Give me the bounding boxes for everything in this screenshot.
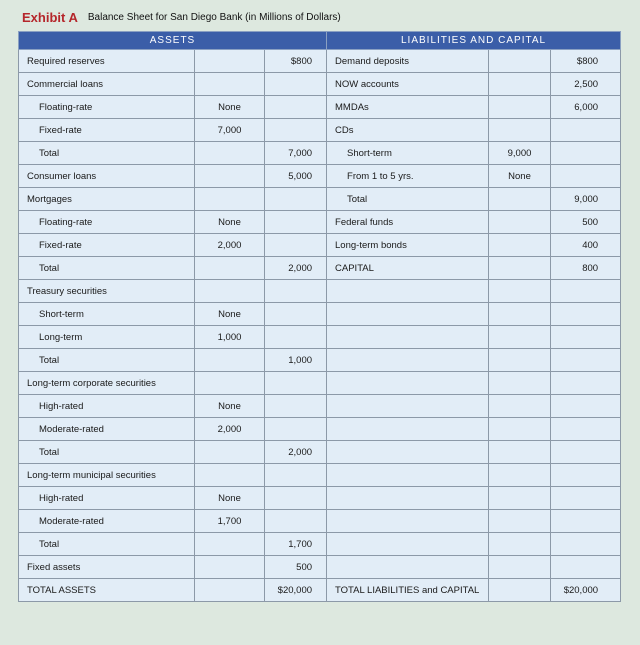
asset-amount — [265, 119, 327, 142]
asset-amount: 7,000 — [265, 142, 327, 165]
liability-label: Demand deposits — [327, 50, 489, 73]
liability-label: Federal funds — [327, 211, 489, 234]
liability-label — [327, 533, 489, 556]
asset-label: Short-term — [19, 303, 195, 326]
liability-detail-value — [489, 372, 551, 395]
asset-label: Total — [19, 533, 195, 556]
liability-amount — [551, 441, 621, 464]
asset-amount — [265, 395, 327, 418]
asset-amount — [265, 510, 327, 533]
liability-label — [327, 556, 489, 579]
liability-amount — [551, 556, 621, 579]
liability-detail-value — [489, 50, 551, 73]
liability-label — [327, 487, 489, 510]
table-row — [19, 73, 621, 96]
asset-amount — [265, 418, 327, 441]
liability-label — [327, 280, 489, 303]
liability-detail-value — [489, 211, 551, 234]
balance-sheet — [18, 31, 620, 602]
liability-amount: $800 — [551, 50, 621, 73]
asset-amount: 2,000 — [265, 441, 327, 464]
liability-detail-value — [489, 556, 551, 579]
exhibit-header — [22, 9, 341, 25]
liability-amount — [551, 142, 621, 165]
column-header-row — [19, 32, 621, 50]
asset-detail-value — [195, 556, 265, 579]
liability-label: CAPITAL — [327, 257, 489, 280]
table-row — [19, 556, 621, 579]
asset-amount — [265, 96, 327, 119]
asset-detail-value — [195, 280, 265, 303]
liability-amount — [551, 280, 621, 303]
asset-detail-value: 2,000 — [195, 234, 265, 257]
table-row — [19, 50, 621, 73]
asset-label: Floating-rate — [19, 96, 195, 119]
asset-label: Mortgages — [19, 188, 195, 211]
asset-label: Long-term — [19, 326, 195, 349]
table-row — [19, 96, 621, 119]
liability-label: TOTAL LIABILITIES and CAPITAL — [327, 579, 489, 602]
liability-amount — [551, 349, 621, 372]
liability-amount — [551, 395, 621, 418]
liabilities-header: LIABILITIES AND CAPITAL — [327, 32, 621, 50]
table-row — [19, 119, 621, 142]
table-row — [19, 418, 621, 441]
asset-detail-value — [195, 73, 265, 96]
liability-label — [327, 303, 489, 326]
liability-label: Long-term bonds — [327, 234, 489, 257]
asset-label: Consumer loans — [19, 165, 195, 188]
liability-detail-value — [489, 418, 551, 441]
liability-detail-value — [489, 234, 551, 257]
liability-amount — [551, 533, 621, 556]
liability-detail-value — [489, 487, 551, 510]
asset-label: Commercial loans — [19, 73, 195, 96]
table-row — [19, 372, 621, 395]
asset-label: Total — [19, 441, 195, 464]
liability-amount — [551, 418, 621, 441]
liability-amount: 2,500 — [551, 73, 621, 96]
asset-amount: 500 — [265, 556, 327, 579]
liability-detail-value — [489, 257, 551, 280]
liability-amount: 400 — [551, 234, 621, 257]
table-row — [19, 464, 621, 487]
liability-detail-value — [489, 579, 551, 602]
asset-label: Floating-rate — [19, 211, 195, 234]
assets-header: ASSETS — [19, 32, 327, 50]
asset-label: Moderate-rated — [19, 418, 195, 441]
table-row — [19, 395, 621, 418]
asset-detail-value: 1,700 — [195, 510, 265, 533]
table-row — [19, 349, 621, 372]
table-row — [19, 142, 621, 165]
liability-label — [327, 441, 489, 464]
table-row — [19, 510, 621, 533]
liability-amount — [551, 372, 621, 395]
asset-detail-value: None — [195, 303, 265, 326]
asset-detail-value — [195, 50, 265, 73]
asset-label: Moderate-rated — [19, 510, 195, 533]
liability-amount: 800 — [551, 257, 621, 280]
liability-amount — [551, 119, 621, 142]
liability-detail-value — [489, 395, 551, 418]
asset-label: Treasury securities — [19, 280, 195, 303]
liability-label — [327, 349, 489, 372]
liability-amount — [551, 326, 621, 349]
asset-label: High-rated — [19, 395, 195, 418]
table-row — [19, 579, 621, 602]
asset-amount — [265, 188, 327, 211]
asset-detail-value — [195, 188, 265, 211]
asset-amount — [265, 372, 327, 395]
asset-label: Total — [19, 349, 195, 372]
liability-label — [327, 395, 489, 418]
asset-label: Required reserves — [19, 50, 195, 73]
liability-detail-value: 9,000 — [489, 142, 551, 165]
asset-detail-value — [195, 533, 265, 556]
table-row — [19, 188, 621, 211]
asset-detail-value — [195, 142, 265, 165]
liability-label: Total — [327, 188, 489, 211]
asset-amount — [265, 303, 327, 326]
liability-amount: 9,000 — [551, 188, 621, 211]
asset-amount — [265, 280, 327, 303]
asset-label: Total — [19, 257, 195, 280]
balance-sheet-body — [19, 50, 621, 602]
asset-detail-value: None — [195, 487, 265, 510]
asset-label: Fixed-rate — [19, 119, 195, 142]
asset-detail-value — [195, 257, 265, 280]
liability-amount: 500 — [551, 211, 621, 234]
asset-detail-value — [195, 441, 265, 464]
table-row — [19, 234, 621, 257]
asset-amount — [265, 73, 327, 96]
table-row — [19, 533, 621, 556]
liability-detail-value — [489, 464, 551, 487]
asset-amount: 2,000 — [265, 257, 327, 280]
asset-amount — [265, 326, 327, 349]
table-row — [19, 326, 621, 349]
asset-detail-value: 7,000 — [195, 119, 265, 142]
liability-amount — [551, 165, 621, 188]
liability-label: MMDAs — [327, 96, 489, 119]
liability-detail-value — [489, 280, 551, 303]
liability-label — [327, 372, 489, 395]
liability-label: From 1 to 5 yrs. — [327, 165, 489, 188]
asset-label: Long-term corporate securities — [19, 372, 195, 395]
liability-label — [327, 510, 489, 533]
asset-detail-value: 2,000 — [195, 418, 265, 441]
asset-detail-value — [195, 372, 265, 395]
asset-amount — [265, 234, 327, 257]
asset-amount: 5,000 — [265, 165, 327, 188]
liability-detail-value — [489, 326, 551, 349]
table-row — [19, 441, 621, 464]
asset-label: Total — [19, 142, 195, 165]
asset-detail-value: 1,000 — [195, 326, 265, 349]
asset-label: High-rated — [19, 487, 195, 510]
asset-amount — [265, 464, 327, 487]
liability-label: Short-term — [327, 142, 489, 165]
liability-label: NOW accounts — [327, 73, 489, 96]
liability-detail-value — [489, 188, 551, 211]
liability-amount: 6,000 — [551, 96, 621, 119]
asset-amount — [265, 211, 327, 234]
table-row — [19, 487, 621, 510]
table-row — [19, 280, 621, 303]
liability-label: CDs — [327, 119, 489, 142]
liability-detail-value — [489, 510, 551, 533]
liability-amount — [551, 303, 621, 326]
asset-detail-value — [195, 165, 265, 188]
asset-detail-value: None — [195, 211, 265, 234]
balance-sheet-table — [18, 31, 621, 602]
asset-label: Long-term municipal securities — [19, 464, 195, 487]
exhibit-label: Exhibit A — [22, 9, 78, 25]
asset-detail-value: None — [195, 395, 265, 418]
asset-detail-value — [195, 579, 265, 602]
liability-detail-value — [489, 441, 551, 464]
liability-detail-value — [489, 533, 551, 556]
asset-amount: 1,000 — [265, 349, 327, 372]
asset-detail-value: None — [195, 96, 265, 119]
liability-amount: $20,000 — [551, 579, 621, 602]
asset-label: Fixed-rate — [19, 234, 195, 257]
exhibit-caption: Balance Sheet for San Diego Bank (in Millions of Dollars) — [87, 11, 341, 23]
table-row — [19, 257, 621, 280]
table-row — [19, 165, 621, 188]
asset-amount: $20,000 — [265, 579, 327, 602]
asset-amount: 1,700 — [265, 533, 327, 556]
liability-label — [327, 418, 489, 441]
liability-detail-value — [489, 73, 551, 96]
liability-label — [327, 326, 489, 349]
liability-detail-value — [489, 303, 551, 326]
asset-amount: $800 — [265, 50, 327, 73]
table-row — [19, 211, 621, 234]
liability-detail-value: None — [489, 165, 551, 188]
asset-label: TOTAL ASSETS — [19, 579, 195, 602]
liability-amount — [551, 510, 621, 533]
liability-detail-value — [489, 119, 551, 142]
asset-detail-value — [195, 464, 265, 487]
asset-amount — [265, 487, 327, 510]
liability-detail-value — [489, 349, 551, 372]
asset-detail-value — [195, 349, 265, 372]
liability-amount — [551, 464, 621, 487]
liability-detail-value — [489, 96, 551, 119]
liability-amount — [551, 487, 621, 510]
liability-label — [327, 464, 489, 487]
asset-label: Fixed assets — [19, 556, 195, 579]
table-row — [19, 303, 621, 326]
